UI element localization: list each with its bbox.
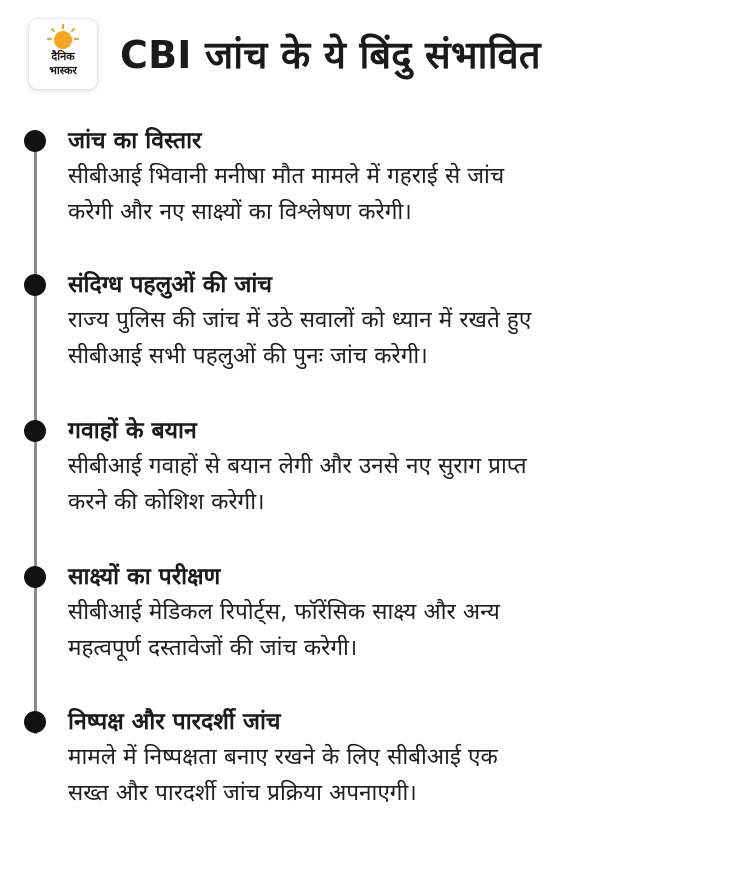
point-title: संदिग्ध पहलुओं की जांच bbox=[68, 272, 272, 298]
point-description-line: महत्वपूर्ण दस्तावेजों की जांच करेगी। bbox=[68, 635, 358, 661]
bullet-dot bbox=[24, 566, 46, 588]
point-title: साक्ष्यों का परीक्षण bbox=[68, 564, 221, 590]
point-description-line: राज्य पुलिस की जांच में उठे सवालों को ध्यान में रखते हुए bbox=[68, 307, 532, 333]
header bbox=[28, 18, 708, 98]
dainik-bhaskar-logo bbox=[28, 18, 98, 90]
point-title: निष्पक्ष और पारदर्शी जांच bbox=[68, 709, 281, 735]
point-description-line: सीबीआई गवाहों से बयान लेगी और उनसे नए सुराग प्राप्त bbox=[68, 453, 527, 479]
point-description-line: सख्त और पारदर्शी जांच प्रक्रिया अपनाएगी। bbox=[68, 780, 417, 806]
point-description bbox=[68, 739, 708, 811]
point-description-line: सीबीआई सभी पहलुओं की पुनः जांच करेगी। bbox=[68, 343, 428, 369]
point-description-line: सीबीआई मेडिकल रिपोर्ट्स, फॉरेंसिक साक्ष्य और अन्य bbox=[68, 599, 500, 625]
point-description bbox=[68, 302, 708, 374]
bullet-dot bbox=[24, 420, 46, 442]
point-description bbox=[68, 158, 708, 230]
point-description-line: करेगी और नए साक्ष्यों का विश्लेषण करेगी। bbox=[68, 199, 412, 225]
point-description-line: करने की कोशिश करेगी। bbox=[68, 489, 265, 515]
point-description-line: सीबीआई भिवानी मनीषा मौत मामले में गहराई से जांच bbox=[68, 163, 505, 189]
bullet-dot bbox=[24, 274, 46, 296]
point-description bbox=[68, 448, 708, 520]
page-title: CBI जांच के ये बिंदु संभावित bbox=[120, 33, 541, 77]
point-description bbox=[68, 594, 708, 666]
bullet-dot bbox=[24, 130, 46, 152]
point-description-line: मामले में निष्पक्षता बनाए रखने के लिए सीबीआई एक bbox=[68, 744, 498, 770]
point-title: गवाहों के बयान bbox=[68, 418, 197, 444]
logo-text-line-2: भास्कर bbox=[49, 64, 77, 77]
logo-text-line-1: दैनिक bbox=[51, 50, 75, 63]
bullet-dot bbox=[24, 711, 46, 733]
point-title: जांच का विस्तार bbox=[68, 128, 202, 154]
